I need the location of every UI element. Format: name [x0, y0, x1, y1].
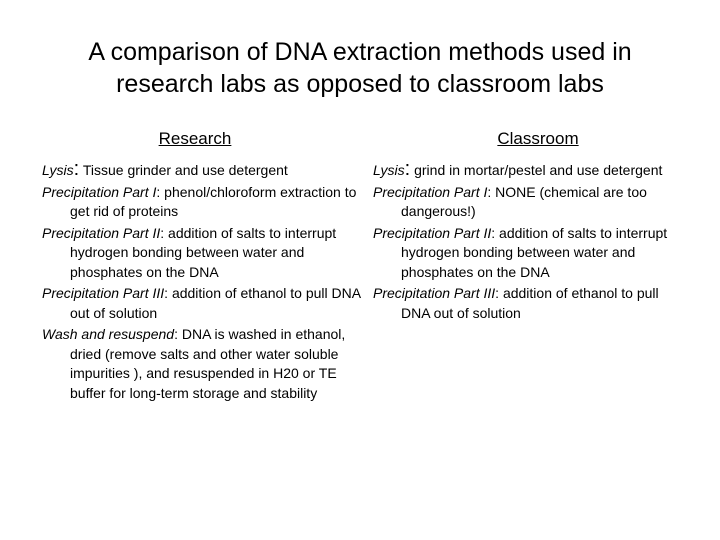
research-item-term: Precipitation Part I [42, 183, 157, 200]
research-item-separator: : [156, 183, 161, 200]
research-item-text: DNA is washed in ethanol, dried (remove salts and other water soluble impurities ), and resuspended in H20 or TE buffer for long-term storage and stability [70, 326, 346, 401]
research-item-term: Precipitation Part III [42, 285, 165, 301]
research-item-separator: : [164, 285, 169, 301]
classroom-item-precipitation-1 [373, 183, 683, 222]
classroom-item-term: Lysis [373, 162, 405, 178]
classroom-item-text: grind in mortar/pestel and use detergent [410, 162, 663, 178]
classroom-item-separator: : [404, 158, 411, 180]
classroom-item-text: addition of ethanol to pull DNA out of solution [401, 285, 659, 321]
classroom-item-lysis [373, 160, 683, 181]
research-item-term: Precipitation Part II [42, 224, 161, 241]
classroom-item-text: NONE (chemical are too dangerous!) [401, 183, 647, 219]
classroom-item-term: Precipitation Part I [373, 183, 488, 200]
classroom-item-text: addition of salts to interrupt hydrogen bonding between water and phosphates on the DNA [401, 224, 668, 280]
classroom-item-precipitation-3 [373, 284, 683, 323]
classroom-item-separator: : [491, 224, 496, 241]
research-item-text: phenol/chloroform extraction to get rid of proteins [70, 183, 357, 219]
research-item-wash-resuspend [42, 325, 362, 403]
research-item-text: Tissue grinder and use detergent [79, 162, 288, 178]
research-item-precipitation-3 [42, 284, 362, 323]
research-item-separator: : [174, 326, 178, 342]
research-list [42, 160, 362, 403]
research-item-text: addition of ethanol to pull DNA out of solution [70, 285, 361, 321]
research-item-precipitation-1 [42, 183, 362, 222]
slide-title: A comparison of DNA extraction methods used in research labs as opposed to classroom labs [88, 38, 632, 98]
research-item-term: Wash and resuspend [42, 326, 175, 342]
research-column [42, 128, 362, 405]
research-item-text: addition of salts to interrupt hydrogen bonding between water and phosphates on the DNA [70, 224, 337, 280]
classroom-item-term: Precipitation Part III [373, 285, 496, 301]
classroom-item-separator: : [487, 183, 492, 200]
research-item-precipitation-2 [42, 224, 362, 283]
classroom-list [373, 160, 683, 323]
research-item-lysis [42, 160, 362, 181]
research-item-separator: : [160, 224, 165, 241]
classroom-column [373, 128, 683, 325]
classroom-item-precipitation-2 [373, 224, 683, 283]
classroom-item-separator: : [495, 285, 500, 301]
classroom-heading: Classroom [497, 129, 579, 148]
research-heading: Research [158, 129, 232, 148]
research-item-separator: : [73, 158, 80, 180]
classroom-item-term: Precipitation Part II [373, 224, 492, 241]
research-item-term: Lysis [42, 162, 74, 178]
